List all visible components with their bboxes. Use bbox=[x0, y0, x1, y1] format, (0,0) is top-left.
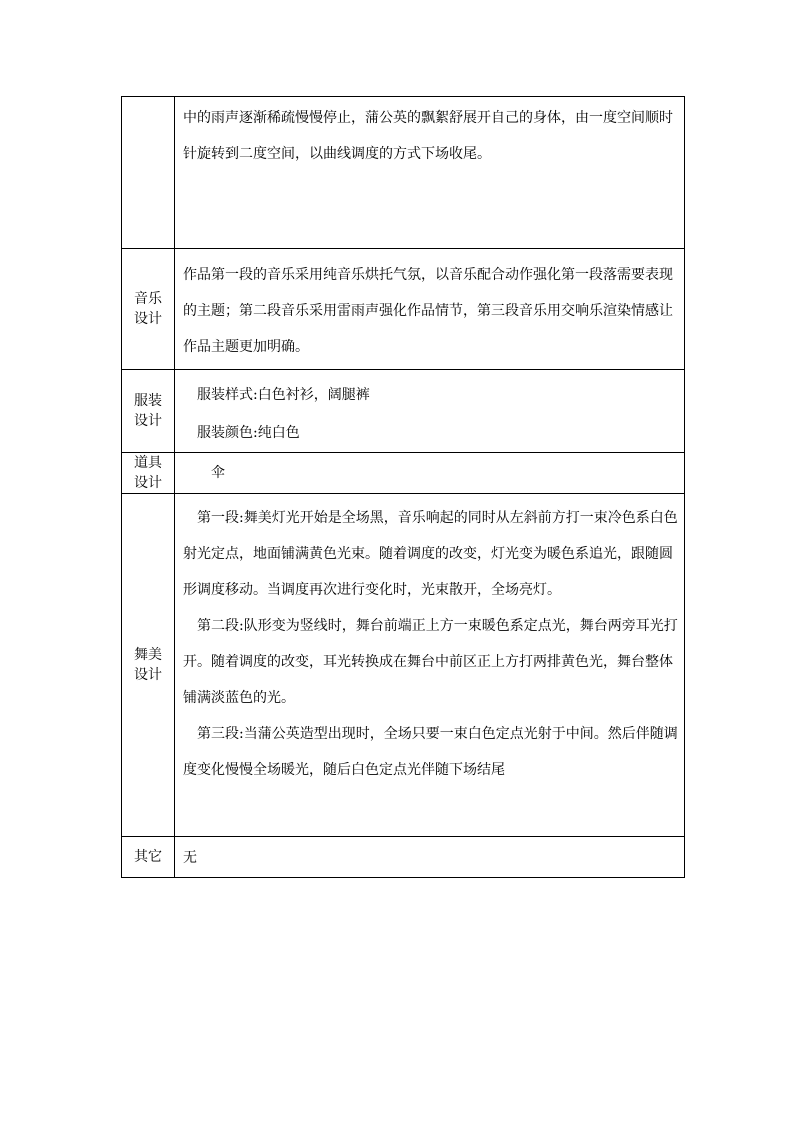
label-line: 设计 bbox=[134, 311, 162, 327]
table-row-music bbox=[122, 249, 685, 370]
row-label bbox=[122, 249, 175, 370]
row-label bbox=[122, 453, 175, 494]
content-paragraph: 服装颜色:纯白色 bbox=[197, 425, 300, 441]
row-content bbox=[175, 837, 685, 878]
row-content bbox=[175, 97, 685, 249]
content-paragraph: 中的雨声逐渐稀疏慢慢停止，蒲公英的飘絮舒展开自己的身体，由一度空间顺时针旋转到二度空间，以曲线调度的方式下场收尾。 bbox=[183, 110, 673, 162]
table-row-continued bbox=[122, 97, 685, 249]
content-paragraph: 第三段:当蒲公英造型出现时，全场只要一束白色定点光射于中间。然后伴随调度变化慢慢全场暖光，随后白色定点光伴随下场结尾 bbox=[183, 726, 678, 778]
row-label bbox=[122, 494, 175, 837]
content-paragraph: 作品第一段的音乐采用纯音乐烘托气氛，以音乐配合动作强化第一段落需要表现的主题；第二段音乐采用雷雨声强化作品情节，第三段音乐用交响乐渲染情感让作品主题更加明确。 bbox=[183, 267, 673, 355]
table-row-stage bbox=[122, 494, 685, 837]
label-line: 服装 bbox=[134, 393, 162, 409]
row-label bbox=[122, 837, 175, 878]
row-content bbox=[175, 453, 685, 494]
design-table bbox=[121, 96, 685, 878]
content-paragraph: 第一段:舞美灯光开始是全场黑，音乐响起的同时从左斜前方打一束冷色系白色射光定点，地面铺满黄色光束。随着调度的改变，灯光变为暖色系追光，跟随圆形调度移动。当调度再次进行变化时，光束散开，全场亮灯。 bbox=[183, 510, 678, 598]
row-content bbox=[175, 494, 685, 837]
table-row-costume bbox=[122, 370, 685, 453]
content-paragraph: 服装样式:白色衬衫，阔腿裤 bbox=[197, 387, 370, 403]
label-line: 舞美 bbox=[134, 647, 162, 663]
content-paragraph: 伞 bbox=[211, 465, 225, 481]
label-line: 设计 bbox=[134, 667, 162, 683]
row-content bbox=[175, 249, 685, 370]
table-row-other bbox=[122, 837, 685, 878]
label-line: 其它 bbox=[134, 849, 162, 865]
label-line: 音乐 bbox=[134, 291, 162, 307]
table-row-props bbox=[122, 453, 685, 494]
row-content bbox=[175, 370, 685, 453]
row-label bbox=[122, 370, 175, 453]
label-line: 设计 bbox=[134, 413, 162, 429]
row-label bbox=[122, 97, 175, 249]
content-paragraph: 无 bbox=[183, 850, 197, 866]
label-line: 道具 bbox=[134, 455, 162, 471]
content-paragraph: 第二段:队形变为竖线时，舞台前端正上方一束暖色系定点光，舞台两旁耳光打开。随着调度的改变，耳光转换成在舞台中前区正上方打两排黄色光，舞台整体铺满淡蓝色的光。 bbox=[183, 618, 678, 706]
label-line: 设计 bbox=[134, 475, 162, 491]
